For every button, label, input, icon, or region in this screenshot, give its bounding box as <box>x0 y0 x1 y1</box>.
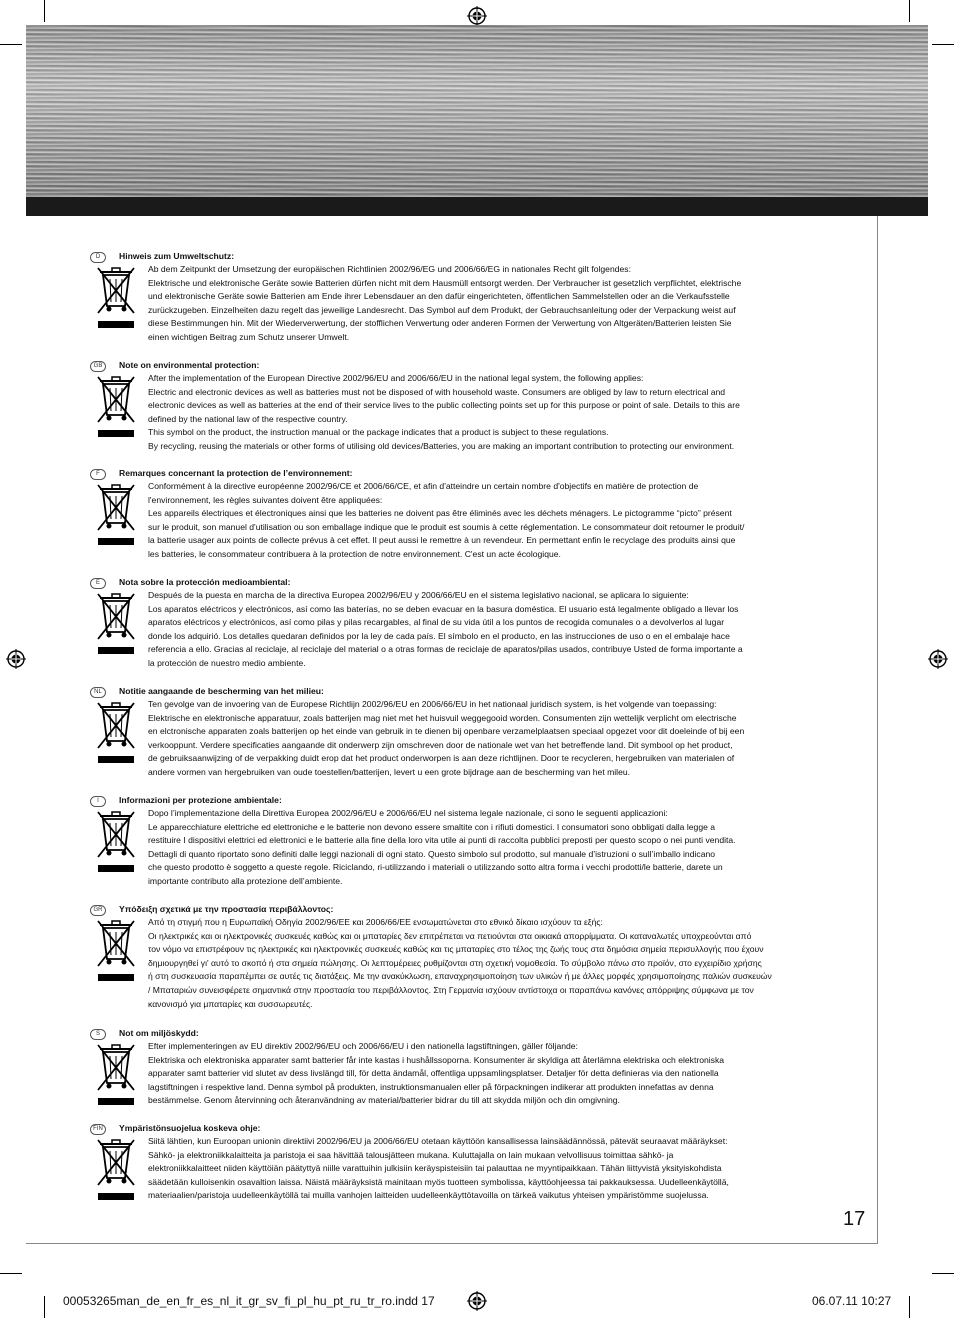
body-line: verkooppunt. Verdere specificaties aangaande dit onderwerp zijn omschreven door de nationale wet van het betreffende land. Dit symbool op het product, <box>148 739 733 750</box>
section-title: Nota sobre la protección medioambiental: <box>119 577 291 587</box>
body-line: Από τη στιγμή που η Ευρωπαϊκή Οδηγία 2002/96/EE και 2006/66/EE ενσωματώνεται στο εθνικό δίκαιο ισχύουν τα εξής: <box>148 917 603 927</box>
body-line: By recycling, reusing the materials or other forms of utilising old devices/Batteries, you are making an important contribution to protecting our environment. <box>148 440 735 451</box>
page-frame-bottom <box>26 1243 878 1244</box>
body-line: Conformément à la directive européenne 2002/96/CE et 2006/66/CE, et afin d'atteindre un certain nombre d'objectifs en matière de protection de <box>148 481 699 491</box>
section-body <box>148 916 868 1011</box>
header-banner <box>26 25 928 197</box>
language-code-badge: D <box>90 252 106 263</box>
section-title: Hinweis zum Umweltschutz: <box>119 251 235 261</box>
body-line: che questo prodotto è soggetto a queste regole. Riciclando, ri-utilizzando i materiali o utilizzando sotto altra forma i vecchi prodotti/le batterie, darete un <box>148 862 723 873</box>
registration-mark-icon <box>928 649 948 669</box>
crossed-out-wheelie-bin-icon <box>96 1043 136 1105</box>
crop-mark <box>44 1296 45 1318</box>
section-body <box>148 1135 868 1203</box>
crop-mark <box>909 0 910 22</box>
body-line: Efter implementeringen av EU direktiv 2002/96/EU och 2006/66/EU i den nationella lagstiftningen, gäller följande: <box>148 1041 578 1051</box>
section-body <box>148 807 868 889</box>
body-line: l'environnement, les règles suivantes doivent être appliquées: <box>148 494 383 505</box>
registration-mark-icon <box>6 649 26 669</box>
body-line: restituire I dispositivi elettrici ed elettronici e le batterie alla fine della loro vita utile ai punti di raccolta pubblici preposti per questo scopo o nei punti vendita. <box>148 835 736 846</box>
body-line: les batteries, le consommateur contribuera à la protection de notre environnement. C'est un acte écologique. <box>148 548 561 559</box>
body-line: Οι ηλεκτρικές και οι ηλεκτρονικές συσκευές καθώς και οι μπαταρίες δεν επιτρέπεται να πετιούνται στα οικιακά απορρίμματα. Οι καταναλωτές υποχρεούνται από <box>148 930 752 941</box>
registration-mark-icon <box>467 1291 487 1311</box>
body-line: la batterie usager aux points de collecte prévus à cet effet. Il peut aussi le remettre à un revendeur. En permettant enfin le recyclage des produits ainsi que <box>148 535 736 546</box>
section-title: Not om miljöskydd: <box>119 1028 199 1038</box>
language-code-badge: FIN <box>90 1124 106 1135</box>
body-line: Elektriska och elektroniska apparater samt batterier får inte kastas i hushållssoporna. Konsumenter är skyldiga att återlämna elektriska och elektroniska <box>148 1054 725 1065</box>
body-line: After the implementation of the European Directive 2002/96/EU and 2006/66/EU in the national legal system, the following applies: <box>148 373 644 383</box>
language-code-badge: GR <box>90 905 106 916</box>
body-line: de gebruiksaanwijzing of de verpakking duidt erop dat het product onderworpen is aan deze richtlijnen. Door te recycleren, hergebruiken van materialen of <box>148 753 735 764</box>
language-code-badge: S <box>90 1029 106 1040</box>
body-line: Dettagli di quanto riportato sono definiti dalle leggi nazionali di ogni stato. Questo simbolo sul prodotto, sul manuale d’istruzioni o sull’imballo indicano <box>148 848 716 859</box>
body-line: elektroniikkalaitteet niiden käyttöiän päätyttyä niille varattuihin julkisiin keräyspisteisiin tai palauttaa ne myyntipaikkaan. Tähän liittyvistä yksityiskohdista <box>148 1163 722 1174</box>
section-title: Υπόδειξη σχετικά με την προστασία περιβάλλοντος: <box>119 904 334 914</box>
body-line: andere vormen van hergebruiken van oude toestellen/batterijen, levert u een grote bijdrage aan de bescherming van het mileu. <box>148 766 631 777</box>
body-line: ή στη συσκευασία παραπέμπει σε αυτές τις διατάξεις. Με την ανακύκλωση, επαναχρησιμοποίηση των υλικών ή με άλλες μορφές χρησιμοποίησης παλιών συσκευών <box>148 971 772 982</box>
section-body <box>148 1040 868 1108</box>
section-body <box>148 263 868 345</box>
crossed-out-wheelie-bin-icon <box>96 1138 136 1200</box>
body-line: δημιουργηθεί γι' αυτό το σκοπό ή στα σημεία πώλησης. Οι λεπτομέρειες ρυθμίζονται στη σχετική νομοθεσία. Το σύμβολο πάνω στο προϊόν, στο εγχειρίδιο χρήσης <box>148 957 762 968</box>
body-line: zurückzugeben. Einzelheiten dazu regelt das jeweilige Landesrecht. Das Symbol auf dem Produkt, der Gebrauchsanleitung oder der Verpackung weist auf <box>148 304 736 315</box>
crop-mark <box>932 44 954 45</box>
body-line: en elctronische apparaten zoals batterijen op het einde van gebruik in te dienen bij openbare verzamelplaatsen speciaal opgezet voor dit doeleinde of bij een <box>148 726 745 737</box>
crossed-out-wheelie-bin-icon <box>96 375 136 437</box>
crop-mark <box>44 0 45 22</box>
body-line: und elektronische Geräte sowie Batterien am Ende ihrer Lebensdauer an den dafür eingerichteten, öffentlichen Sammelstellen oder an die Verkaufsstelle <box>148 291 730 302</box>
body-line: Elektrische en elektronische apparatuur, zoals batterijen mag niet met het huisvuil weggegooid worden. Consumenten zijn wettelijk verplicht om electrische <box>148 712 737 723</box>
body-line: säädetään kulloisenkin osavaltion laissa. Näistä määräyksistä mainitaan myös tuotteen symbolissa, käyttöohjeessa tai pakkauksessa. Uudelleenkäytöllä, <box>148 1176 729 1187</box>
crop-mark <box>0 1273 22 1274</box>
footer-filename: 00053265man_de_en_fr_es_nl_it_gr_sv_fi_pl_hu_pt_ru_tr_ro.indd 17 <box>63 1294 435 1308</box>
body-line: donde los adquirió. Los detalles quedaran definidos por la ley de cada país. El símbolo en el producto, en las instrucciones de uso o en el embalaje hace <box>148 630 730 641</box>
body-line: Le apparecchiature elettriche ed elettroniche e le batterie non devono essere smaltite con i rifiuti domestici. I consumatori sono obbligati dalla legge a <box>148 821 716 832</box>
body-line: τον νόμο να επιστρέφουν τις ηλεκτρικές και ηλεκτρονικές συσκευές καθώς και τις μπαταρίες στο τέλος της ζωής τους στα δημόσια σημεία περισυλλογής που έχουν <box>148 944 764 955</box>
body-line: Los aparatos eléctricos y electrónicos, así como las baterías, no se deben evacuar en la basura doméstica. El usuario está legalmente obligado a llevar los <box>148 603 739 614</box>
crossed-out-wheelie-bin-icon <box>96 701 136 763</box>
footer-date: 06.07.11 10:27 <box>812 1294 892 1308</box>
body-line: einen wichtigen Beitrag zum Schutz unserer Umwelt. <box>148 331 350 342</box>
body-line: defined by the national law of the respective country. <box>148 413 348 424</box>
body-line: Dopo l’implementazione della Direttiva Europea 2002/96/EU e 2006/66/EU nel sistema legale nazionale, ci sono le seguenti applicazioni: <box>148 808 668 818</box>
language-code-badge: F <box>90 469 106 480</box>
body-line: aparatos eléctricos y electrónicos, así como pilas y pilas recargables, al final de su vida útil a los puntos de recogida comunales o a devolverlos al lugar <box>148 617 725 628</box>
body-line: Siitä lähtien, kun Euroopan unionin direktiivi 2002/96/EU ja 2006/66/EU otetaan käyttöön kansallisessa lainsäädännössä, pätevät seuraavat määräykset: <box>148 1136 728 1146</box>
language-code-badge: GB <box>90 361 106 372</box>
body-line: Sähkö- ja elektroniikkalaitteita ja paristoja ei saa hävittää talousjätteen mukana. Kuluttajalla on lain mukaan velvollisuus toimittaa sähkö- ja <box>148 1149 674 1160</box>
header-bar <box>26 197 928 216</box>
body-line: Elektrische und elektronische Geräte sowie Batterien dürfen nicht mit dem Hausmüll entsorgt werden. Der Verbraucher ist gesetzlich verpflichtet, elektrische <box>148 277 742 288</box>
body-line: diese Bestimmungen hin. Mit der Wiederverwertung, der stofflichen Verwertung oder anderen Formen der Verwertung von Altgeräten/Batterien leisten Sie <box>148 318 732 329</box>
body-line: referencia a ello. Gracias al reciclaje, al reciclaje del material o a otras formas de reciclaje de aparatos/pilas usados, contribuye Usted de forma importante a <box>148 644 743 655</box>
crossed-out-wheelie-bin-icon <box>96 483 136 545</box>
body-line: This symbol on the product, the instruction manual or the package indicates that a product is subject to these regulations. <box>148 427 609 438</box>
body-line: materiaalien/paristoja uudelleenkäytöllä tai muilla vanhojen laitteiden uudelleenkäyttötavoilla on tärkeä vaikutus yhteisen ympäristömme suojelussa. <box>148 1190 709 1201</box>
section-title: Note on environmental protection: <box>119 360 260 370</box>
crossed-out-wheelie-bin-icon <box>96 919 136 981</box>
section-title: Remarques concernant la protection de l’environnement: <box>119 468 353 478</box>
crossed-out-wheelie-bin-icon <box>96 810 136 872</box>
language-code-badge: NL <box>90 687 106 698</box>
language-code-badge: I <box>90 796 106 807</box>
body-line: lagstiftningen i respektive land. Denna symbol på produkten, instruktionsmanualen eller på förpackningen indikerar att produkten innefattas av denna <box>148 1081 714 1092</box>
body-line: / Μπαταριών συνεισφέρετε σημαντικά στην προστασία του περιβάλλοντος. Στη Γερμανία ισχύουν αντίστοιχα οι παραπάνω κανόνες απόρριψης σύμφωνα με τον <box>148 984 754 995</box>
body-line: electronic devices as well as batteries at the end of their service lives to the public collecting points set up for this purpose or point of sale. Details to this are <box>148 400 740 411</box>
body-line: Ab dem Zeitpunkt der Umsetzung der europäischen Richtlinien 2002/96/EG und 2006/66/EG in nationales Recht gilt folgendes: <box>148 264 631 274</box>
body-line: κανονισμό για μπαταρίες και συσσωρευτές. <box>148 998 313 1009</box>
section-body <box>148 480 868 562</box>
body-line: bestämmelse. Genom återvinning och återanvändning av material/batterier bidrar du till att skydda miljön och din omgivning. <box>148 1095 620 1106</box>
language-code-badge: E <box>90 578 106 589</box>
section-title: Informazioni per protezione ambientale: <box>119 795 282 805</box>
crossed-out-wheelie-bin-icon <box>96 266 136 328</box>
crop-mark <box>932 1273 954 1274</box>
section-body <box>148 589 868 671</box>
body-line: importante contributo alla protezione dell’ambiente. <box>148 875 343 886</box>
section-body <box>148 372 868 454</box>
section-title: Notitie aangaande de bescherming van het milieu: <box>119 686 324 696</box>
section-body <box>148 698 868 780</box>
body-line: Después de la puesta en marcha de la directiva Europea 2002/96/EU y 2006/66/EU en el sistema legislativo nacional, se aplicara lo siguiente: <box>148 590 689 600</box>
crop-mark <box>909 1296 910 1318</box>
crossed-out-wheelie-bin-icon <box>96 592 136 654</box>
registration-mark-icon <box>467 6 487 26</box>
section-title: Ympäristönsuojelua koskeva ohje: <box>119 1123 261 1133</box>
body-line: Ten gevolge van de invoering van de Europese Richtlijn 2002/96/EU en 2006/66/EU in het nationaal juridisch system, is het volgende van toepassing: <box>148 699 717 709</box>
page-number: 17 <box>843 1208 866 1230</box>
body-line: apparater samt batterier vid slutet av dess livslängd till, för detta ändamål, offentliga uppsamlingsplatser. Detaljer för detta definieras via den nationella <box>148 1068 719 1079</box>
body-line: Les appareils électriques et électroniques ainsi que les batteries ne doivent pas être éliminés avec les déchets ménagers. Le pictogramme “picto” présent <box>148 508 732 519</box>
crop-mark <box>0 44 22 45</box>
body-line: sur le produit, son manuel d'utilisation ou son emballage indique que le produit est soumis à cette réglementation. Le consommateur doit retourner le produit/ <box>148 521 745 532</box>
page-frame-right <box>877 216 878 1244</box>
body-line: la protección de nuestro medio ambiente. <box>148 657 306 668</box>
body-line: Electric and electronic devices as well as batteries must not be disposed of with household waste. Consumers are obliged by law to return electrical and <box>148 386 726 397</box>
